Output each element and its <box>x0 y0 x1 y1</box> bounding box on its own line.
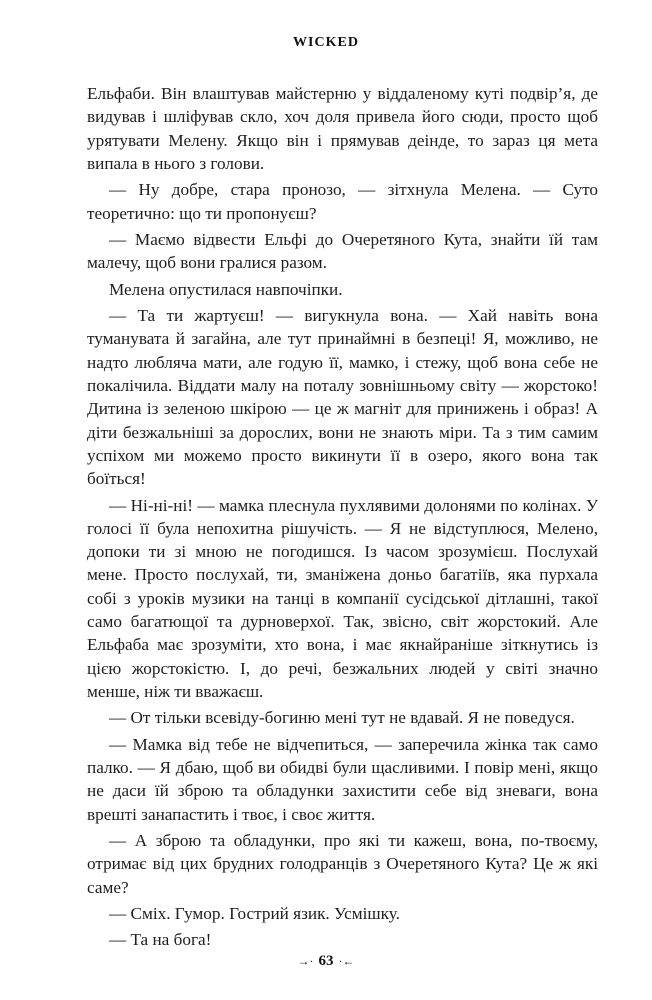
ornament-left-icon: →· <box>297 954 314 968</box>
paragraph: — Ні-ні-ні! — мамка плеснула пухлявими долонями по колінах. У голосі її була непохитна рішучість. — Я не відступлюся, Мелено, допоки ти зі мною не погодишся. Із часом зрозумієш. Послухай мене. Просто послухай, ти, зманіжена доньо багатіїв, яка пурхала собі з уроків музики на танці в компанії сусідської дітлашні, такої само багатющої та дурноверхої. Так, звісно, світ жорстокий. Але Ельфаба має зрозуміти, хто вона, і має якнайраніше зіткнутись із цією жорстокістю. І, до речі, безжальних людей у світі значно менше, ніж ти вважаєш. <box>87 495 598 701</box>
running-head: WICKED <box>293 35 359 50</box>
page-footer <box>0 953 652 970</box>
ornament-right-icon: ·← <box>338 954 355 968</box>
paragraph: — Сміх. Гумор. Гострий язик. Усмішку. <box>109 903 400 923</box>
paragraph: — Та на бога! <box>109 930 212 950</box>
paragraph: — От тільки всевіду-богиню мені тут не вдавай. Я не поведуся. <box>109 708 575 728</box>
paragraph: — А зброю та обладунки, про які ти кажеш, вона, по-твоєму, отримає від цих брудних голодранців з Очеретяного Кута? Це ж які саме? <box>87 830 598 897</box>
page-number: 63 <box>318 953 334 969</box>
paragraph: — Ну добре, стара пронозо, — зітхнула Мелена. — Суто теоретично: що ти пропонуєш? <box>87 180 598 223</box>
paragraph: — Та ти жартуєш! — вигукнула вона. — Хай навіть вона туманувата й загайна, але тут принаймні в безпеці! Я, можливо, не надто любляча мати, але годую її, мамко, і стежу, щоб вона себе не покалічила. Віддати малу на поталу зовнішньому світу — жорстоко! Дитина із зеленою шкірою — це ж магніт для принижень і образ! А діти безжальніші за дорослих, вони не знають міри. Та з тим самим успіхом ми можемо просто викинути її в озеро, якого вона так боїться! <box>87 306 598 489</box>
paragraph: — Маємо відвести Ельфі до Очеретяного Кута, знайти їй там малечу, щоб вони гралися разом. <box>87 229 598 273</box>
paragraph: Мелена опустилася навпочіпки. <box>109 279 343 299</box>
paragraph: Ельфаби. Він влаштував майстерню у віддаленому куті подвір’я, де видував і шліфував скло, хоч доля привела його сюди, просто щоб урятувати Мелену. Якщо він і прямував деінде, то зараз ця мета випала в нього з голови. <box>87 84 598 173</box>
body-text <box>87 82 598 955</box>
paragraph: — Мамка від тебе не відчепиться, — заперечила жінка так само палко. — Я дбаю, щоб ви обидві були щасливими. І повір мені, якщо не даси їй зброю та обладунки захистити себе від зневаги, вона врешті занапастить і твоє, і своє життя. <box>87 734 598 824</box>
